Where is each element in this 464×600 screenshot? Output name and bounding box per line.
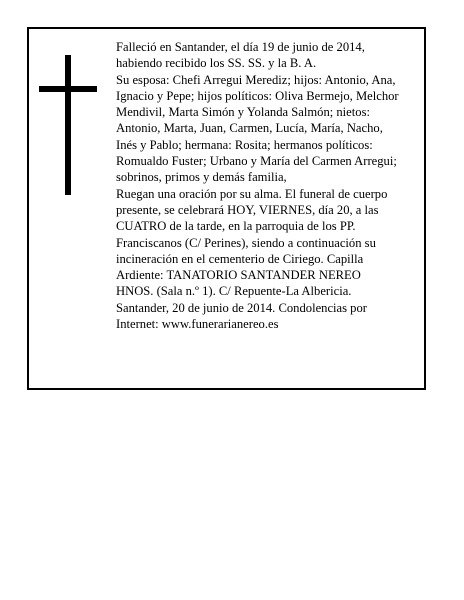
notice-line: Ruegan una oración por su alma. El funeral de cuerpo	[116, 186, 388, 201]
cross-horizontal-bar	[39, 86, 97, 92]
notice-line: Santander, 20 de junio de 2014. Condolencias por	[116, 300, 367, 315]
cross-icon	[39, 55, 97, 195]
notice-line: Antonio, Marta, Juan, Carmen, Lucía, María, Nacho,	[116, 121, 383, 136]
notice-line: Romualdo Fuster; Urbano y María del Carmen Arregui;	[116, 154, 397, 169]
notice-line: Falleció en Santander, el día 19 de junio de 2014,	[116, 40, 365, 54]
notice-line: Ardiente: TANATORIO SANTANDER NEREO	[116, 268, 361, 283]
notice-line: Inés y Pablo; hermana: Rosita; hermanos políticos:	[116, 137, 373, 152]
notice-line: Su esposa: Chefi Arregui Merediz; hijos: Antonio, Ana,	[116, 72, 396, 87]
cross-vertical-bar	[65, 55, 71, 195]
notice-line: CUATRO de la tarde, en la parroquia de los PP.	[116, 219, 356, 234]
obituary-text	[116, 39, 428, 332]
notice-line: presente, se celebrará HOY, VIERNES, día 20, a las	[116, 202, 379, 217]
notice-line: Mendivil, Marta Simón y Yolanda Salmón; nietos:	[116, 105, 370, 120]
notice-line: Franciscanos (C/ Perines), siendo a continuación su	[116, 235, 376, 250]
notice-line: incineración en el cementerio de Ciriego. Capilla	[116, 251, 364, 266]
notice-line: Ignacio y Pepe; hijos políticos: Oliva Bermejo, Melchor	[116, 88, 399, 103]
notice-line: HNOS. (Sala n.º 1). C/ Repuente-La Albericia.	[116, 284, 352, 299]
notice-line: Internet: www.funerarianereo.es	[116, 317, 279, 332]
notice-line: habiendo recibido los SS. SS. y la B. A.	[116, 56, 317, 71]
obituary-notice-frame	[27, 27, 426, 390]
notice-line: sobrinos, primos y demás familia,	[116, 170, 287, 185]
